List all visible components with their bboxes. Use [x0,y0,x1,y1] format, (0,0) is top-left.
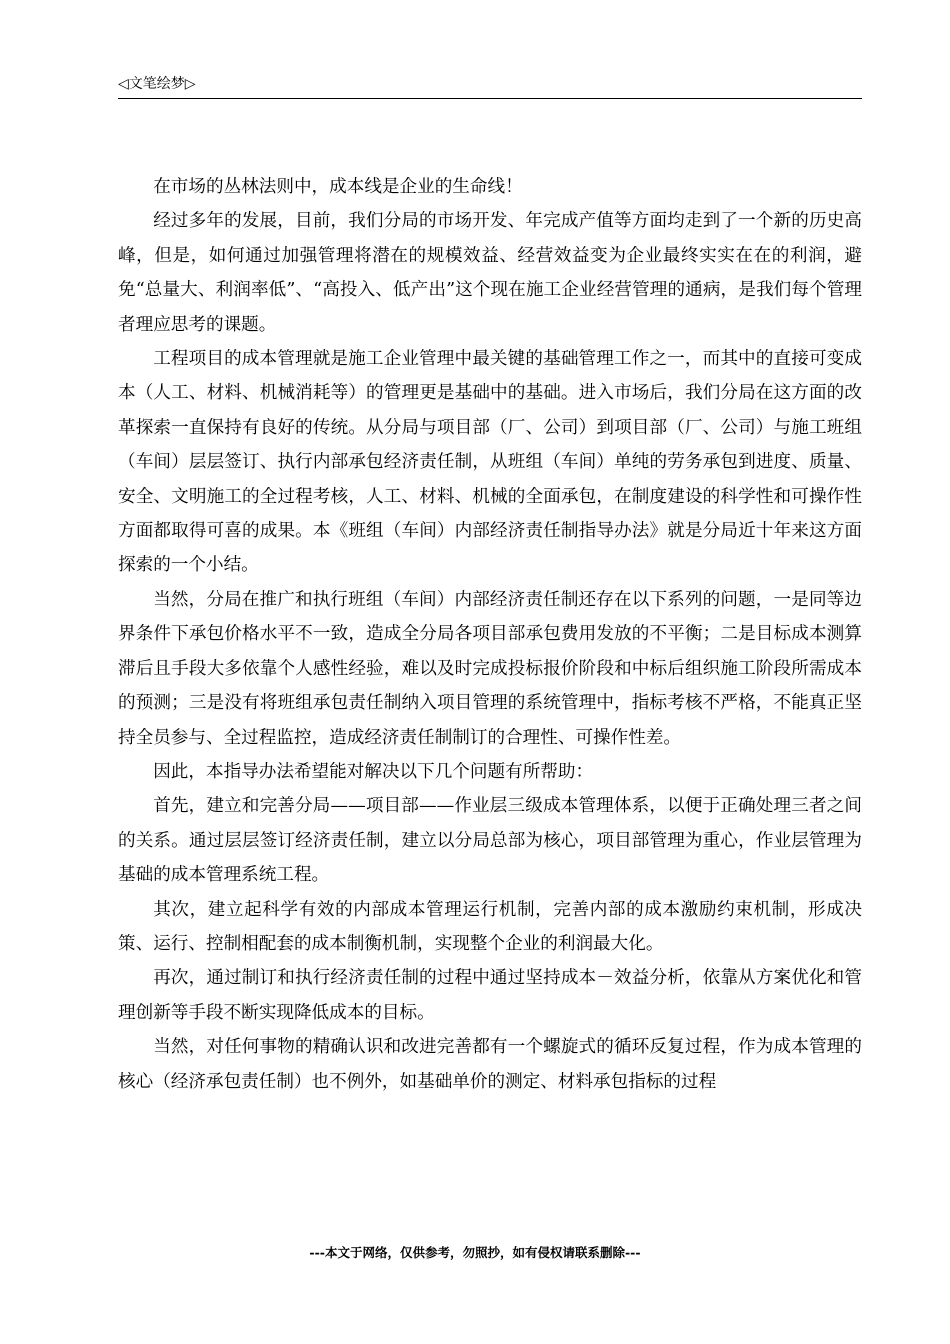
page-header [118,72,862,99]
paragraph: 首先，建立和完善分局——项目部——作业层三级成本管理体系，以便于正确处理三者之间的关系。通过层层签订经济责任制，建立以分局总部为核心，项目部管理为重心，作业层管理为基础的成本管理系统工程。 [118,796,862,886]
paragraph: 因此，本指导办法希望能对解决以下几个问题有所帮助： [153,761,594,782]
paragraph: 工程项目的成本管理就是施工企业管理中最关键的基础管理工作之一，而其中的直接可变成本（人工、材料、机械消耗等）的管理更是基础中的基础。进入市场后，我们分局在这方面的改革探索一直保持有良好的传统。从分局与项目部（厂、公司）到项目部（厂、公司）与施工班组（车间）层层签订、执行内部承包经济责任制，从班组（车间）单纯的劳务承包到进度、质量、安全、文明施工的全过程考核，人工、材料、机械的全面承包，在制度建设的科学性和可操作性方面都取得可喜的成果。本《班组（车间）内部经济责任制指导办法》就是分局近十年来这方面探索的一个小结。 [118,349,862,576]
paragraph: 经过多年的发展，目前，我们分局的市场开发、年完成产值等方面均走到了一个新的历史高峰，但是，如何通过加强管理将潜在的规模效益、经营效益变为企业最终实实在在的利润，避免“总量大、利润率低”、“高投入、低产出”这个现在施工企业经营管理的通病，是我们每个管理者理应思考的课题。 [118,211,862,335]
paragraph: 其次，建立起科学有效的内部成本管理运行机制，完善内部的成本激励约束机制，形成决策、运行、控制相配套的成本制衡机制，实现整个企业的利润最大化。 [118,899,862,954]
paragraph: 再次，通过制订和执行经济责任制的过程中通过坚持成本－效益分析，依靠从方案优化和管理创新等手段不断实现降低成本的目标。 [118,968,862,1023]
paragraph: 在市场的丛林法则中，成本线是企业的生命线！ [153,177,523,197]
footer-notice: ---本文于网络，仅供参考，勿照抄，如有侵权请联系删除--- [309,1245,641,1260]
header-title: ◁文笔绘梦▷ [118,76,196,92]
document-body [118,170,862,1099]
paragraph: 当然，对任何事物的精确认识和改进完善都有一个螺旋式的循环反复过程，作为成本管理的核心（经济承包责任制）也不例外，如基础单价的测定、材料承包指标的过程 [118,1037,862,1092]
paragraph: 当然，分局在推广和执行班组（车间）内部经济责任制还存在以下系列的问题，一是同等边界条件下承包价格水平不一致，造成全分局各项目部承包费用发放的不平衡；二是目标成本测算滞后且手段大多依靠个人感性经验，难以及时完成投标报价阶段和中标后组织施工阶段所需成本的预测；三是没有将班组承包责任制纳入项目管理的系统管理中，指标考核不严格，不能真正坚持全员参与、全过程监控，造成经济责任制制订的合理性、可操作性差。 [118,589,862,748]
